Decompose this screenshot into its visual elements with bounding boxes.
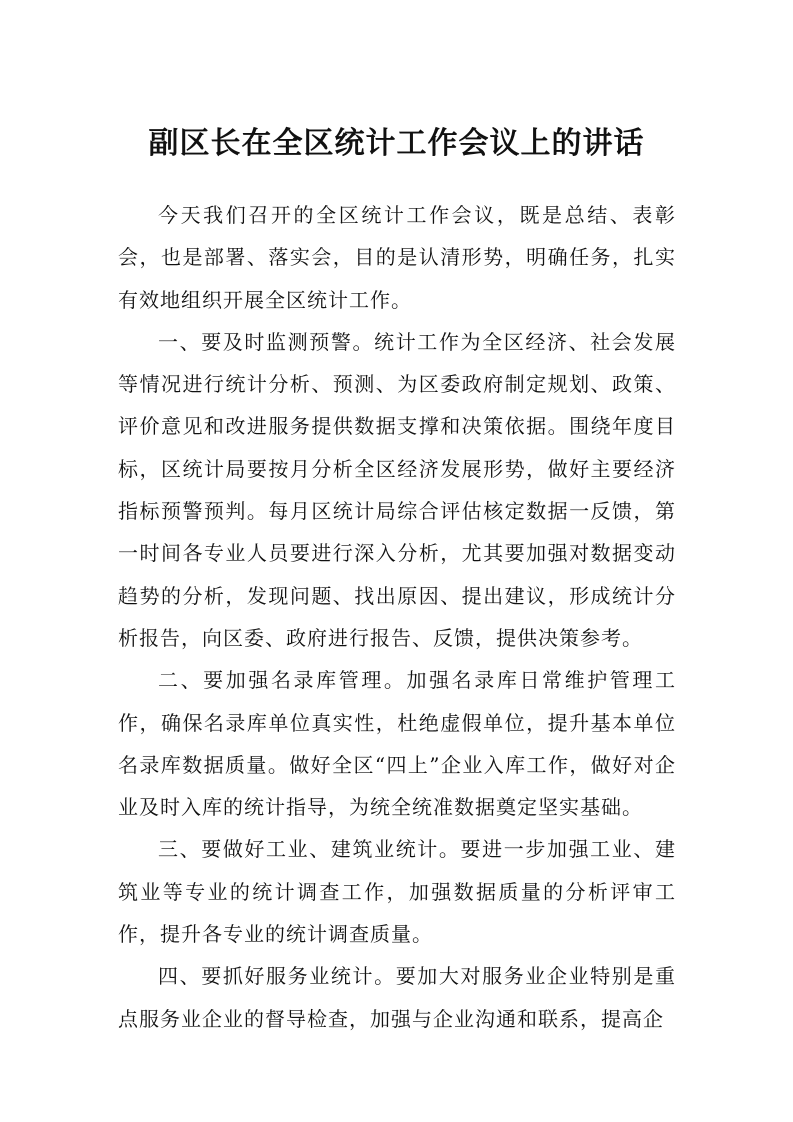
paragraph-intro: 今天我们召开的全区统计工作会议，既是总结、表彰会，也是部署、落实会，目的是认清形势，明确任务，扎实有效地组织开展全区统计工作。 (118, 203, 676, 312)
document-body (118, 194, 676, 1040)
paragraph-directory: 二、要加强名录库管理。加强名录库日常维护管理工作，确保名录库单位真实性，杜绝虚假单位，提升基本单位名录库数据质量。做好全区“四上”企业入库工作，做好对企业及时入库的统计指导，为统全统准数据奠定坚实基础。 (118, 668, 676, 820)
document-title: 副区长在全区统计工作会议上的讲话 (148, 126, 645, 161)
paragraph-services: 四、要抓好服务业统计。要加大对服务业企业特别是重点服务业企业的督导检查，加强与企业沟通和联系，提高企 (118, 964, 676, 1031)
paragraph-monitoring: 一、要及时监测预警。统计工作为全区经济、社会发展等情况进行统计分析、预测、为区委政府制定规划、政策、评价意见和改进服务提供数据支撑和决策依据。围绕年度目标，区统计局要按月分析全区经济发展形势，做好主要经济指标预警预判。每月区统计局综合评估核定数据一反馈，第一时间各专业人员要进行深入分析，尤其要加强对数据变动趋势的分析，发现问题、找出原因、提出建议，形成统计分析报告，向区委、政府进行报告、反馈，提供决策参考。 (118, 329, 676, 650)
paragraph-industry: 三、要做好工业、建筑业统计。要进一步加强工业、建筑业等专业的统计调查工作，加强数据质量的分析评审工作，提升各专业的统计调查质量。 (118, 837, 676, 947)
